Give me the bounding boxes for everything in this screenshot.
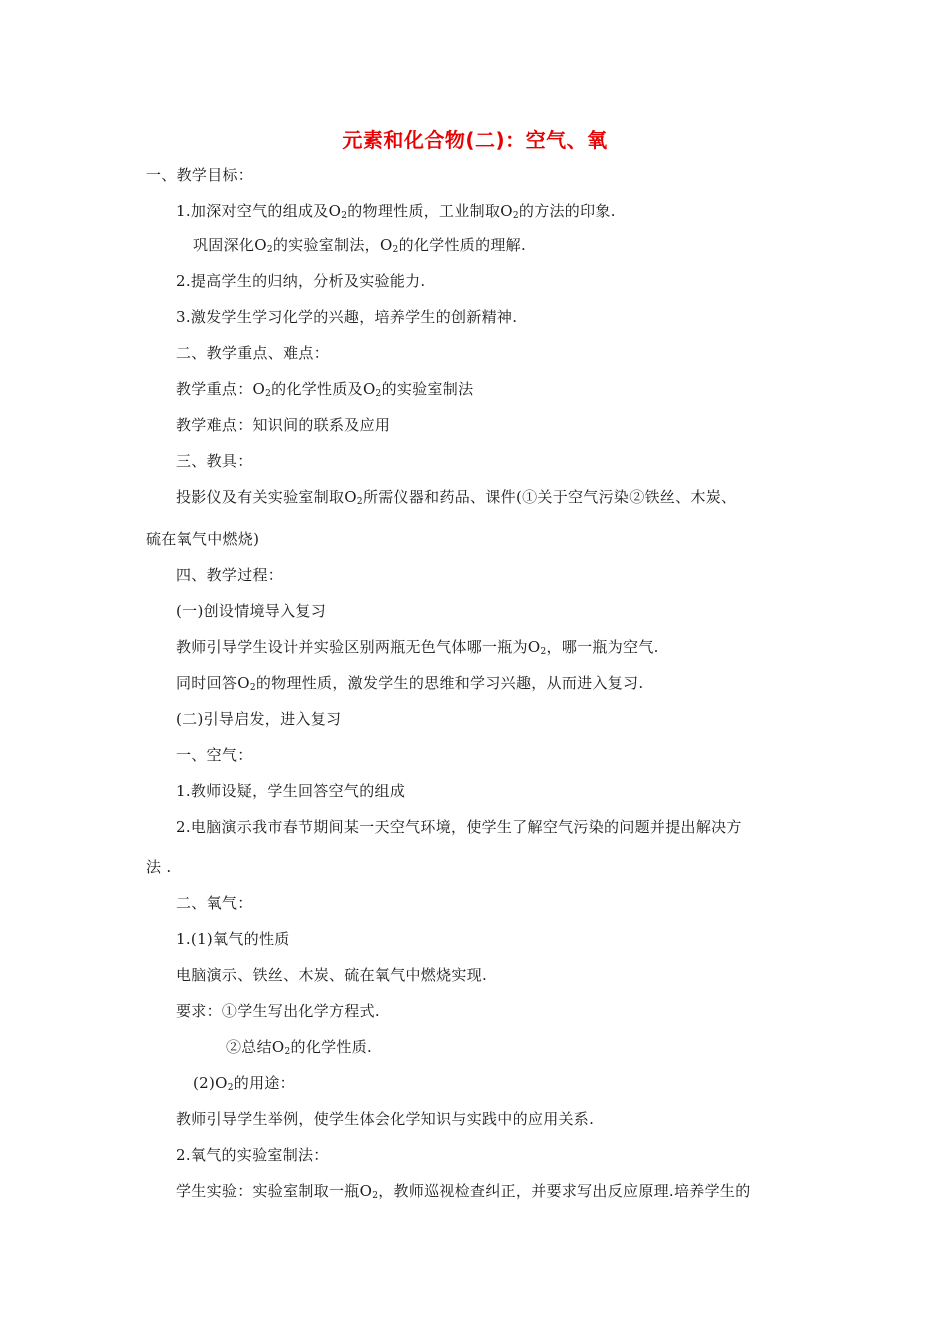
paragraph-line: 教学难点：知识间的联系及应用 [176,416,391,434]
paragraph-line: 3.激发学生学习化学的兴趣，培养学生的创新精神. [176,308,518,326]
paragraph-line: (二)引导启发，进入复习 [176,710,342,728]
paragraph-line: 要求：①学生写出化学方程式. [176,1002,380,1020]
paragraph-line: 教学重点：$O_2$的化学性质及$O_2$的实验室制法 [176,380,474,399]
section-heading-teaching-aids: 三、教具： [176,452,253,470]
paragraph-line: 教师引导学生举例，使学生体会化学知识与实践中的应用关系. [176,1110,595,1128]
paragraph-line: $(2)O_2$的用途： [193,1074,295,1093]
paragraph-line: 教师引导学生设计并实验区别两瓶无色气体哪一瓶为$O_2$，哪一瓶为空气. [176,638,659,657]
paragraph-line: (一)创设情境导入复习 [176,602,327,620]
paragraph-line: 1.(1)氧气的性质 [176,930,290,948]
paragraph-line: 巩固深化$O_2$的实验室制法，$O_2$的化学性质的理解. [193,236,527,255]
section-heading-oxygen: 二、氧气： [176,894,253,912]
paragraph-line: 投影仪及有关实验室制取$O_2$所需仪器和药品、课件(①关于空气污染②铁丝、木炭、 [176,488,737,507]
section-heading-process: 四、教学过程： [176,566,284,584]
paragraph-line: 同时回答$O_2$的物理性质，激发学生的思维和学习兴趣，从而进入复习. [176,674,644,693]
section-heading-key-points: 二、教学重点、难点： [176,344,330,362]
section-heading-objectives: 一、教学目标： [146,166,254,184]
paragraph-line: 1.教师设疑，学生回答空气的组成 [176,782,406,800]
paragraph-line: 硫在氧气中燃烧) [146,530,260,548]
paragraph-line: ②总结$O_2$的化学性质. [226,1038,373,1057]
document-title: 元素和化合物(二)：空气、氧 [342,128,608,152]
paragraph-line: 法 . [146,858,172,876]
paragraph-line: 电脑演示、铁丝、木炭、硫在氧气中燃烧实现. [176,966,488,984]
paragraph-line: 2.氧气的实验室制法： [176,1146,329,1164]
section-heading-air: 一、空气： [176,746,253,764]
paragraph-line: 2.电脑演示我市春节期间某一天空气环境，使学生了解空气污染的问题并提出解决方 [176,818,742,836]
paragraph-line: 2.提高学生的归纳，分析及实验能力. [176,272,426,290]
paragraph-line: 学生实验：实验室制取一瓶$O_2$，教师巡视检查纠正，并要求写出反应原理.培养学生的 [176,1182,751,1201]
paragraph-line: 1.加深对空气的组成及$O_2$的物理性质，工业制取$O_2$的方法的印象. [176,202,616,221]
